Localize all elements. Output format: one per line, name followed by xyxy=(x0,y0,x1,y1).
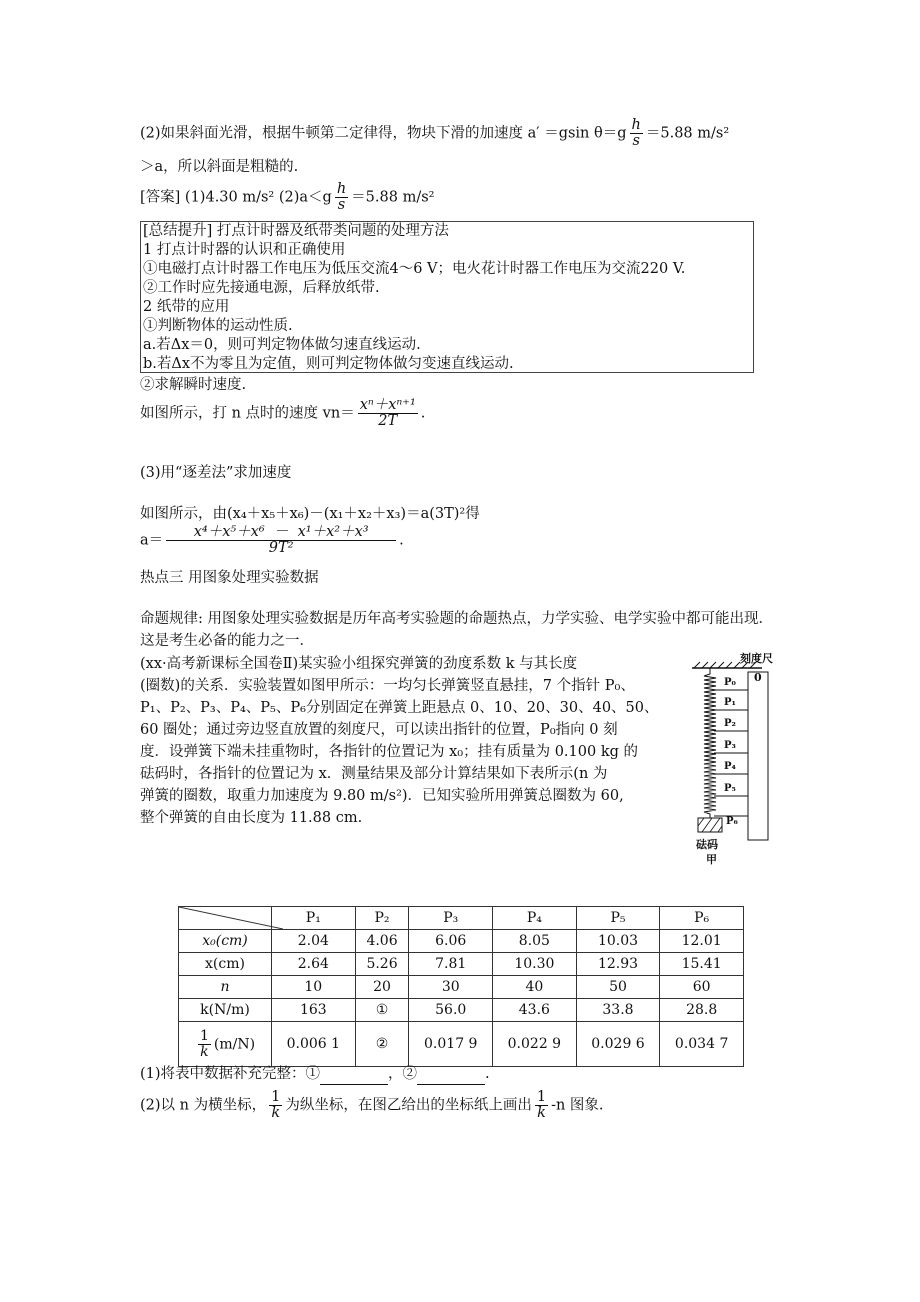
table-cell: 40 xyxy=(493,976,577,999)
summary-line: 2 纸带的应用 xyxy=(143,299,230,315)
row-label: x₀(cm) xyxy=(179,930,272,953)
table-cell: 50 xyxy=(576,976,660,999)
answer-fraction: $\frac{h}{s}$ xyxy=(336,181,347,213)
table-cell: 0.034 7 xyxy=(660,1022,744,1067)
table-cell: 33.8 xyxy=(576,999,660,1022)
table-cell: 4.06 xyxy=(355,930,409,953)
summary-line: ②工作时应先接通电源，后释放纸带. xyxy=(143,280,380,296)
table-cell: 12.01 xyxy=(660,930,744,953)
zhuchafa-formula: a＝ $\frac{\text{x⁴＋x⁵＋x⁶ － x¹＋x²＋x³}}{\text{9T²}}$ . xyxy=(140,524,404,556)
table-cell: 0.017 9 xyxy=(409,1022,493,1067)
table-cell: 0.006 1 xyxy=(272,1022,356,1067)
pointer-label: P₁ xyxy=(724,697,736,708)
column-header: P₅ xyxy=(576,907,660,930)
table-cell: 30 xyxy=(409,976,493,999)
summary-line: 1 打点计时器的认识和正确使用 xyxy=(143,242,346,258)
column-header: P₄ xyxy=(493,907,577,930)
zhuchafa-text: 如图所示，由(x₄＋x₅＋x₆)－(x₁＋x₂＋x₃)＝a(3T)²得 xyxy=(140,506,480,522)
diagonal-header-cell xyxy=(179,907,272,930)
row-label: n xyxy=(179,976,272,999)
problem-paragraph: (xx·高考新课标全国卷Ⅱ)某实验小组探究弹簧的劲度系数 k 与其长度 (圈数)的关系．实验装置如图甲所示：一均匀长弹簧竖直悬挂，7 个指针 P₀、 P₁、P₂、P₃、P₄、P₅、P₆分别固定在弹簧上距悬点 0、10、20、30、40、50、 60 圈处；通过旁边竖直放置的刻度尺，可以读出指针的位置，P₀指向 0 刻 度．设弹簧下端未挂重物时，各指针的位置记为 x₀；挂有质量为 0.100 kg 的 砝码时，各指针的位置记为 x．测量结果及部分计算结果如下表所示(n 为 弹簧的圈数，取重力加速度为 9.80 m/s²)．已知实验所用弹簧总圈数为 60, 整个弹簧的自由长度为 11.88 cm. xyxy=(140,656,659,826)
column-header: P₂ xyxy=(355,907,409,930)
table-cell: 7.81 xyxy=(409,953,493,976)
summary-line: [总结提升] 打点计时器及纸带类问题的处理方法 xyxy=(143,223,449,239)
figure-caption: 甲 xyxy=(706,853,717,866)
paragraph-incline-line2: ＞a，所以斜面是粗糙的. xyxy=(140,159,299,175)
table-row xyxy=(179,1022,744,1067)
summary-line: ①电磁打点计时器工作电压为低压交流4～6 V；电火花计时器工作电压为交流220 V. xyxy=(143,261,686,277)
row-label: x(cm) xyxy=(179,953,272,976)
rule-paragraph: 命题规律: 用图象处理实验数据是历年高考实验题的命题热点，力学实验、电学实验中都可能出现．这是考生必备的能力之一． xyxy=(140,611,773,649)
pointer-label: P₃ xyxy=(724,740,736,751)
hot-topic-title: 热点三 用图象处理实验数据 xyxy=(140,570,319,586)
answer-line: [答案] (1)4.30 m/s² (2)a＜g $\frac{h}{s}$ ＝5.88 m/s² xyxy=(140,181,435,213)
table-row xyxy=(179,930,744,953)
fraction-h-over-s: $\frac{h}{s}$ xyxy=(631,117,641,149)
answer-blank-1[interactable] xyxy=(320,1070,388,1085)
weight-label: 砝码 xyxy=(696,838,718,851)
table-cell: ① xyxy=(355,999,409,1022)
inverse-k-fraction: $\frac{1}{k}$ xyxy=(199,1027,209,1060)
table-cell: 0.022 9 xyxy=(493,1022,577,1067)
measurement-table xyxy=(178,906,744,1067)
table-cell: 20 xyxy=(355,976,409,999)
answer-blank-2[interactable] xyxy=(417,1070,485,1085)
table-cell: 43.6 xyxy=(493,999,577,1022)
table-cell: 10.30 xyxy=(493,953,577,976)
row-label: $\frac{1}{k}$ (m/N) xyxy=(179,1022,272,1067)
table-cell: 10.03 xyxy=(576,930,660,953)
zhuchafa-title: (3)用“逐差法”求加速度 xyxy=(140,465,292,481)
question-1: (1)将表中数据补充完整：① ，② . xyxy=(140,1063,780,1085)
table-cell: 28.8 xyxy=(660,999,744,1022)
summary-line: b.若Δx不为零且为定值，则可判定物体做匀变速直线运动. xyxy=(143,356,514,372)
pointer-label: P₄ xyxy=(724,761,736,772)
summary-box xyxy=(140,221,754,373)
ruler-label: 刻度尺 xyxy=(740,652,773,665)
column-header: P₆ xyxy=(660,907,744,930)
table-cell: 56.0 xyxy=(409,999,493,1022)
table-header-row xyxy=(179,907,744,930)
table-cell: ② xyxy=(355,1022,409,1067)
pointer-label: P₆ xyxy=(726,816,738,827)
table-row xyxy=(179,976,744,999)
summary-line: ①判断物体的运动性质. xyxy=(143,318,293,334)
inverse-k-fraction: $\frac{1}{k}$ xyxy=(271,1089,281,1121)
column-header: P₃ xyxy=(409,907,493,930)
paragraph-incline: (2)如果斜面光滑，根据牛顿第二定律得，物块下滑的加速度 a′ ＝gsin θ＝g $\frac{h}{s}$ ＝5.88 m/s² xyxy=(140,117,730,149)
row-label: k(N/m) xyxy=(179,999,272,1022)
pointer-label: P₀ xyxy=(724,677,736,688)
spring-apparatus-figure xyxy=(690,650,800,865)
table-cell: 15.41 xyxy=(660,953,744,976)
table-row xyxy=(179,953,744,976)
table-cell: 10 xyxy=(272,976,356,999)
table-cell: 12.93 xyxy=(576,953,660,976)
instant-velocity-title: ②求解瞬时速度. xyxy=(140,377,247,393)
table-cell: 2.04 xyxy=(272,930,356,953)
question-2: (2)以 n 为横坐标， $\frac{1}{k}$ 为纵坐标，在图乙给出的坐标纸上画出 $\frac{1}{k}$ -n 图象. xyxy=(140,1089,604,1121)
table-cell: 8.05 xyxy=(493,930,577,953)
velocity-fraction: $\frac{\text{xⁿ＋xⁿ⁺¹}}{2T}$ xyxy=(359,397,416,429)
pointer-label: P₂ xyxy=(724,718,736,729)
table-cell: 163 xyxy=(272,999,356,1022)
table-cell: 60 xyxy=(660,976,744,999)
column-header: P₁ xyxy=(272,907,356,930)
summary-line: a.若Δx＝0，则可判定物体做匀速直线运动. xyxy=(143,337,421,353)
table-cell: 0.029 6 xyxy=(576,1022,660,1067)
acceleration-fraction: $\frac{\text{x⁴＋x⁵＋x⁶ － x¹＋x²＋x³}}{\text{9T²}}$ xyxy=(166,525,396,556)
table-row xyxy=(179,999,744,1022)
table-cell: 2.64 xyxy=(272,953,356,976)
table-cell: 5.26 xyxy=(355,953,409,976)
inverse-k-fraction: $\frac{1}{k}$ xyxy=(536,1089,547,1121)
ruler-zero: 0 xyxy=(754,671,762,684)
table-cell: 6.06 xyxy=(409,930,493,953)
instant-velocity-formula: 如图所示，打 n 点时的速度 vn＝ $\frac{\text{xⁿ＋xⁿ⁺¹}}{2T}$ . xyxy=(140,397,426,429)
pointer-label: P₅ xyxy=(724,783,736,794)
